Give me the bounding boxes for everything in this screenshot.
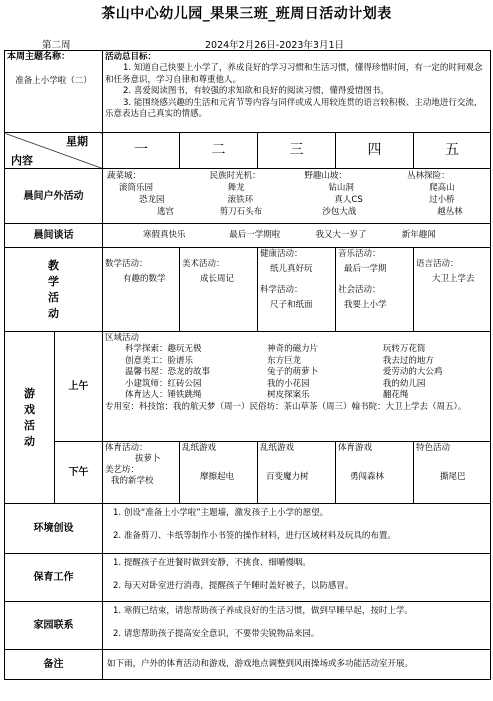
outdoor-item: 滚铁环 — [227, 195, 254, 205]
area-item: 小建筑师：红砖公园 — [125, 378, 202, 389]
outdoor-item: 爬高山 — [429, 183, 455, 193]
talk-item-3: 我又大一岁了 — [315, 230, 367, 240]
home-label: 家园联系 — [5, 602, 103, 650]
day-fri: 五 — [414, 133, 491, 169]
afternoon-item: 摩擦起电 — [200, 472, 235, 482]
area-item: 翻花绳 — [382, 390, 409, 400]
outdoor-item: 过小桥 — [429, 195, 455, 205]
area-item: 我的幼儿园 — [382, 378, 426, 389]
outdoor-zone-1: 蔬菜城： — [107, 171, 142, 181]
afternoon-tue — [180, 442, 258, 504]
weekday-header — [5, 133, 103, 169]
day-tue: 二 — [180, 133, 258, 169]
afternoon-item: 百变魔力树 — [266, 472, 309, 482]
area-item: 我去过的地方 — [382, 355, 434, 366]
goal-1: 1. 知道自己快要上小学了，养成良好的学习习惯和生活习惯，懂得珍惜时间，有一定的时间观念和任务意识，学习自律和尊重他人。 — [105, 63, 483, 85]
afternoon-fri — [414, 442, 491, 504]
afternoon-item: 体育活动： — [105, 443, 148, 453]
teaching-topic: 尺子和纸面 — [270, 300, 313, 310]
teaching-topic: 有趣的数学 — [123, 274, 166, 284]
goals-label: 活动总目标： — [105, 52, 157, 62]
day-wed: 三 — [258, 133, 336, 169]
area-item: 玩转万花筒 — [382, 344, 426, 354]
teaching-wed — [258, 248, 336, 332]
remark-label: 备注 — [5, 650, 103, 680]
games-label-char: 戏 — [24, 402, 35, 416]
teaching-subject: 音乐活动： — [338, 249, 381, 259]
afternoon-item: 我的新学校 — [111, 476, 154, 486]
area-item: 创意美工：脸谱乐 — [125, 355, 194, 366]
environment-item: 2. 准备剪刀、卡纸等制作小书签的操作材料，进行区域材料及玩具的布置。 — [113, 531, 396, 541]
teaching-label-char: 学 — [48, 274, 59, 288]
talk-label: 晨间谈话 — [5, 224, 103, 248]
outdoor-item: 越丛林 — [437, 207, 463, 217]
games-label-char: 活 — [24, 418, 35, 432]
home-item: 2. 请您帮助孩子提高安全意识，不要带尖锐物品来园。 — [113, 629, 320, 639]
area-item: 东方巨龙 — [267, 355, 302, 366]
teaching-topic: 最后一学期 — [344, 264, 387, 274]
talk-item-4: 新年趣闻 — [401, 230, 436, 240]
outdoor-item: 剪刀石头布 — [219, 207, 263, 217]
games-label-char: 游 — [24, 386, 35, 400]
theme-label: 本周主题名称： — [7, 52, 71, 62]
afternoon-item: 拔萝卜 — [135, 454, 161, 464]
afternoon-item: 撕尾巴 — [440, 472, 466, 482]
teaching-label-char: 动 — [48, 306, 59, 320]
weekday-label: 星期 — [66, 135, 89, 148]
outdoor-item: 沙包大战 — [322, 207, 357, 217]
area-item: 爱劳动的大公鸡 — [382, 367, 443, 377]
area-item: 科学探索：趣玩无极 — [125, 344, 202, 354]
afternoon-item: 体育游戏 — [338, 443, 373, 453]
teaching-tue — [180, 248, 258, 332]
morning-label: 上午 — [55, 332, 103, 442]
outdoor-zone-3: 野趣山坡： — [304, 171, 347, 181]
area-item: 树皮探案乐 — [267, 390, 310, 400]
outdoor-zone-4: 丛林探险： — [407, 171, 450, 181]
area-item: 神奇的磁力片 — [267, 344, 319, 354]
outdoor-zone-2: 民族时光机： — [209, 171, 261, 181]
talk-item-2: 最后一学期啦 — [229, 230, 281, 240]
area-label: 区域活动 — [105, 333, 140, 343]
theme-name: 准备上小学啦（二） — [15, 76, 92, 86]
theme-cell — [5, 51, 103, 133]
week-label: 第二周 — [42, 40, 71, 51]
talk-cell — [103, 224, 491, 248]
care-cell — [103, 554, 491, 602]
teaching-label-char: 活 — [48, 290, 59, 304]
afternoon-item: 勇闯森林 — [350, 472, 385, 482]
talk-item-1: 寒假真快乐 — [143, 230, 186, 240]
care-item: 2. 每天对卧室进行消毒，提醒孩子午睡时盖好被子，以防感冒。 — [113, 581, 354, 591]
care-item: 1. 提醒孩子在进餐时做到安静，不挑食、细嚼慢咽。 — [113, 558, 311, 568]
home-cell — [103, 602, 491, 650]
afternoon-label: 下午 — [55, 442, 103, 504]
content-label: 内容 — [11, 154, 33, 167]
environment-label: 环境创设 — [5, 504, 103, 554]
environment-cell — [103, 504, 491, 554]
afternoon-mon — [103, 442, 180, 504]
afternoon-item: 特色活动 — [416, 443, 451, 453]
games-label — [5, 332, 55, 504]
care-label: 保育工作 — [5, 554, 103, 602]
teaching-subject: 健康活动： — [260, 249, 303, 259]
area-cell — [103, 332, 491, 442]
teaching-subject: 数学活动： — [105, 259, 148, 269]
day-thu: 四 — [336, 133, 414, 169]
teaching-label — [5, 248, 103, 332]
outdoor-item: 逃宫 — [157, 207, 175, 217]
teaching-topic: 大卫上学去 — [432, 274, 475, 284]
environment-item: 1. 创设“准备上小学啦”主题墙，激发孩子上小学的愿望。 — [113, 508, 329, 518]
afternoon-item: 乱纸游戏 — [182, 443, 217, 453]
teaching-topic: 我要上小学 — [344, 300, 387, 310]
area-item: 我的小花园 — [267, 378, 310, 389]
special-rooms: 专用室：科技馆：我的航天梦（周一）民俗坊：茶山草茶（周三）翰书院：大卫上学去（周五）。 — [105, 401, 467, 412]
goal-2: 2. 喜爱阅读图书，有较强的求知欲和良好的阅读习惯，懂得爱惜图书。 — [123, 86, 389, 96]
remark-text: 如下雨，户外的体育活动和游戏，游戏地点调整到风雨操场或多功能活动室开展。 — [103, 650, 491, 680]
outdoor-item: 真人CS — [334, 195, 363, 205]
afternoon-item: 美艺坊： — [105, 465, 140, 475]
teaching-subject: 科学活动： — [260, 285, 303, 295]
home-item: 1. 寒假已结束，请您帮助孩子养成良好的生活习惯，做到早睡早起，按时上学。 — [113, 606, 413, 616]
outdoor-cell — [103, 169, 491, 224]
teaching-subject: 社会活动： — [338, 285, 381, 295]
teaching-subject: 语言活动： — [416, 259, 459, 269]
outdoor-item: 滚筒乐园 — [119, 183, 154, 193]
plan-table — [4, 50, 491, 680]
goal-3: 3. 能围绕感兴趣的生活和元宵节等内容与同伴或成人用较连贯的语言较积极、主动地进行交流，乐意表达自己真实的情感。 — [105, 97, 483, 119]
games-label-char: 动 — [24, 434, 35, 448]
outdoor-item: 恐龙园 — [139, 195, 165, 205]
afternoon-item: 乱纸游戏 — [260, 443, 295, 453]
teaching-label-char: 教 — [48, 258, 59, 272]
afternoon-thu — [336, 442, 414, 504]
teaching-topic: 成长周记 — [200, 274, 235, 284]
day-mon: 一 — [103, 133, 180, 169]
outdoor-label: 晨间户外活动 — [5, 169, 103, 224]
date-range: 2024年2月26日-2023年3月1日 — [205, 40, 345, 51]
outdoor-item: 舞龙 — [227, 183, 245, 193]
area-item: 温馨书屋：恐龙的故事 — [125, 367, 211, 377]
teaching-mon — [103, 248, 180, 332]
page-title: 茶山中心幼儿园_果果三班_班周日活动计划表 — [101, 6, 392, 22]
teaching-fri — [414, 248, 491, 332]
teaching-topic: 纸儿真好玩 — [270, 264, 313, 274]
outdoor-item: 钻山洞 — [328, 183, 354, 193]
goals-cell — [103, 51, 491, 133]
area-item: 兔子的萌萝卜 — [267, 367, 319, 377]
afternoon-wed — [258, 442, 336, 504]
teaching-thu — [336, 248, 414, 332]
teaching-subject: 美术活动： — [182, 259, 225, 269]
area-item: 体育达人：锤铁跳绳 — [125, 390, 202, 400]
